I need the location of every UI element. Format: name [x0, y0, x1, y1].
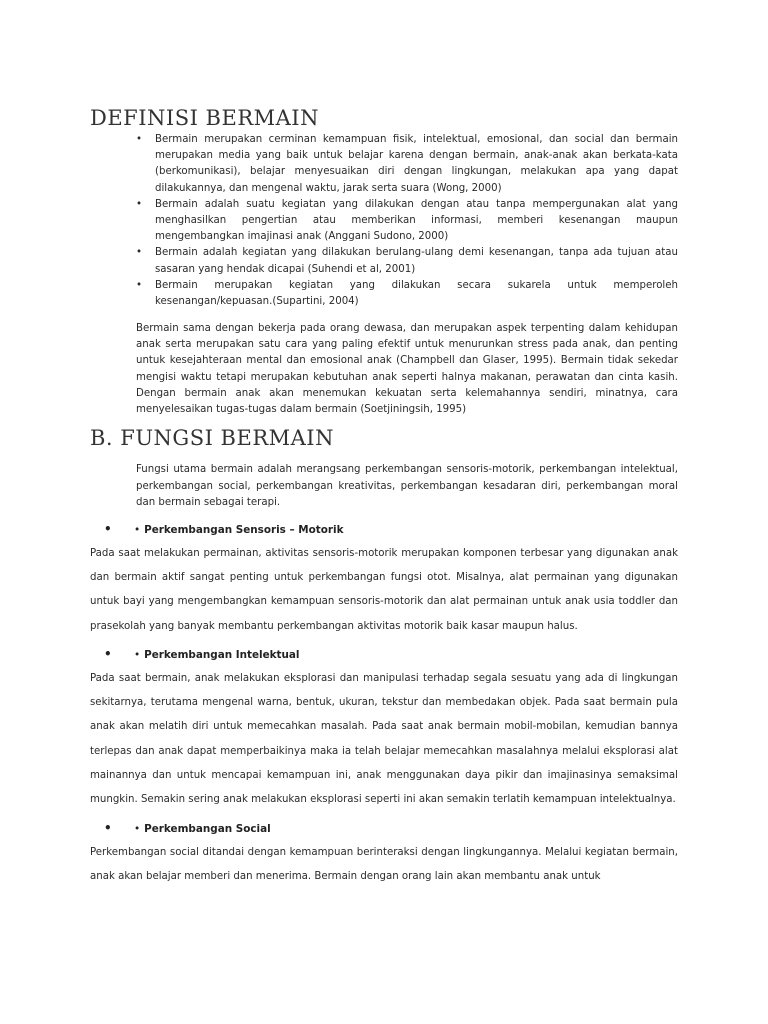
subheading-intelektual — [104, 647, 299, 661]
bullet-icon: • — [104, 522, 112, 536]
bullet-icon: • — [136, 279, 143, 291]
bullet-icon: • — [136, 198, 143, 210]
bullet-icon: • — [134, 524, 141, 536]
bullet-icon: • — [104, 821, 112, 835]
heading-definisi-bermain: DEFINISI BERMAIN — [90, 106, 319, 130]
bullet-text: Bermain adalah suatu kegiatan yang dilakukan dengan atau tanpa mempergunakan alat yang menghasilkan pengertian atau memberikan informasi, memberi kesenangan maupun mengembangkan imajinasi anak (Anggani Sudono, 2000) — [155, 198, 678, 243]
definition-bullet-list — [132, 132, 678, 310]
subheading-sensoris-motorik — [104, 522, 343, 536]
fungsi-intro-paragraph: Fungsi utama bermain adalah merangsang perkembangan sensoris-motorik, perkembangan intelektual, perkembangan social, perkembangan kreativitas, perkembangan kesadaran diri, perkembangan moral dan bermain sebagai terapi. — [136, 464, 678, 509]
heading-fungsi-bermain: B. FUNGSI BERMAIN — [90, 426, 334, 450]
bullet-text: Bermain merupakan kegiatan yang dilakukan secara sukarela untuk memperoleh kesenangan/kepuasan.(Supartini, 2004) — [155, 279, 678, 308]
list-item — [132, 132, 678, 197]
bullet-icon: • — [104, 647, 112, 661]
bullet-icon: • — [134, 649, 141, 661]
sensoris-motorik-text: Pada saat melakukan permainan, aktivitas sensoris-motorik merupakan komponen terbesar yang digunakan anak dan bermain aktif sangat penting untuk perkembangan fungsi otot. Misalnya, alat permainan yang digunakan untuk bayi yang mengembangkan kemampuan sensoris-motorik dan alat permainan untuk anak usia toddler dan prasekolah yang banyak membantu perkembangan aktivitas motorik baik kasar maupun halus. — [90, 548, 678, 632]
subheading-label: Perkembangan Sensoris – Motorik — [144, 524, 344, 536]
bullet-text: Bermain merupakan cerminan kemampuan fisik, intelektual, emosional, dan social dan bermain merupakan media yang baik untuk belajar karena dengan bermain, anak-anak akan berkata-kata (berkomunikasi), belajar menyesuaikan diri dengan lingkungan, melakukan apa yang dapat dilakukannya, dan mengenal waktu, jarak serta suara (Wong, 2000) — [155, 134, 678, 194]
bullet-icon: • — [136, 134, 143, 145]
definition-paragraph: Bermain sama dengan bekerja pada orang dewasa, dan merupakan aspek terpenting dalam kehidupan anak serta merupakan satu cara yang paling efektif untuk menurunkan stress pada anak, dan penting untuk kesejahteraan mental dan emosional anak (Champbell dan Glaser, 1995). Bermain tidak sekedar mengisi waktu tetapi merupakan kebutuhan anak seperti halnya makanan, perawatan dan cinta kasih. Dengan bermain anak akan menemukan kekuatan serta kelemahannya sendiri, minatnya, cara menyelesaikan tugas-tugas dalam bermain (Soetjiningsih, 1995) — [136, 323, 678, 416]
social-text: Perkembangan social ditandai dengan kemampuan berinteraksi dengan lingkungannya. Melalui kegiatan bermain, anak akan belajar memberi dan menerima. Bermain dengan orang lain akan membantu anak untuk — [90, 847, 678, 883]
list-item — [132, 197, 678, 246]
list-item — [132, 245, 678, 277]
bullet-icon: • — [134, 823, 141, 835]
subheading-label: Perkembangan Social — [144, 823, 271, 835]
bullet-icon: • — [136, 247, 143, 259]
subheading-social — [104, 821, 271, 835]
bullet-text: Bermain adalah kegiatan yang dilakukan berulang-ulang demi kesenangan, tanpa ada tujuan atau sasaran yang hendak dicapai (Suhendi et al, 2001) — [155, 247, 678, 275]
subheading-label: Perkembangan Intelektual — [144, 649, 300, 661]
intelektual-text: Pada saat bermain, anak melakukan eksplorasi dan manipulasi terhadap segala sesuatu yang ada di lingkungan sekitarnya, terutama mengenal warna, bentuk, ukuran, tekstur dan membedakan objek. Pada saat bermain pula anak akan melatih diri untuk memecahkan masalah. Pada saat anak bermain mobil-mobilan, kemudian bannya terlepas dan anak dapat memperbaikinya maka ia telah belajar memecahkan masalahnya melalui eksplorasi alat mainannya dan untuk mencapai kemampuan ini, anak menggunakan daya pikir dan imajinasinya semaksimal mungkin. Semakin sering anak melakukan eksplorasi seperti ini akan semakin terlatih kemampuan intelektualnya. — [90, 673, 678, 806]
list-item — [132, 278, 678, 310]
